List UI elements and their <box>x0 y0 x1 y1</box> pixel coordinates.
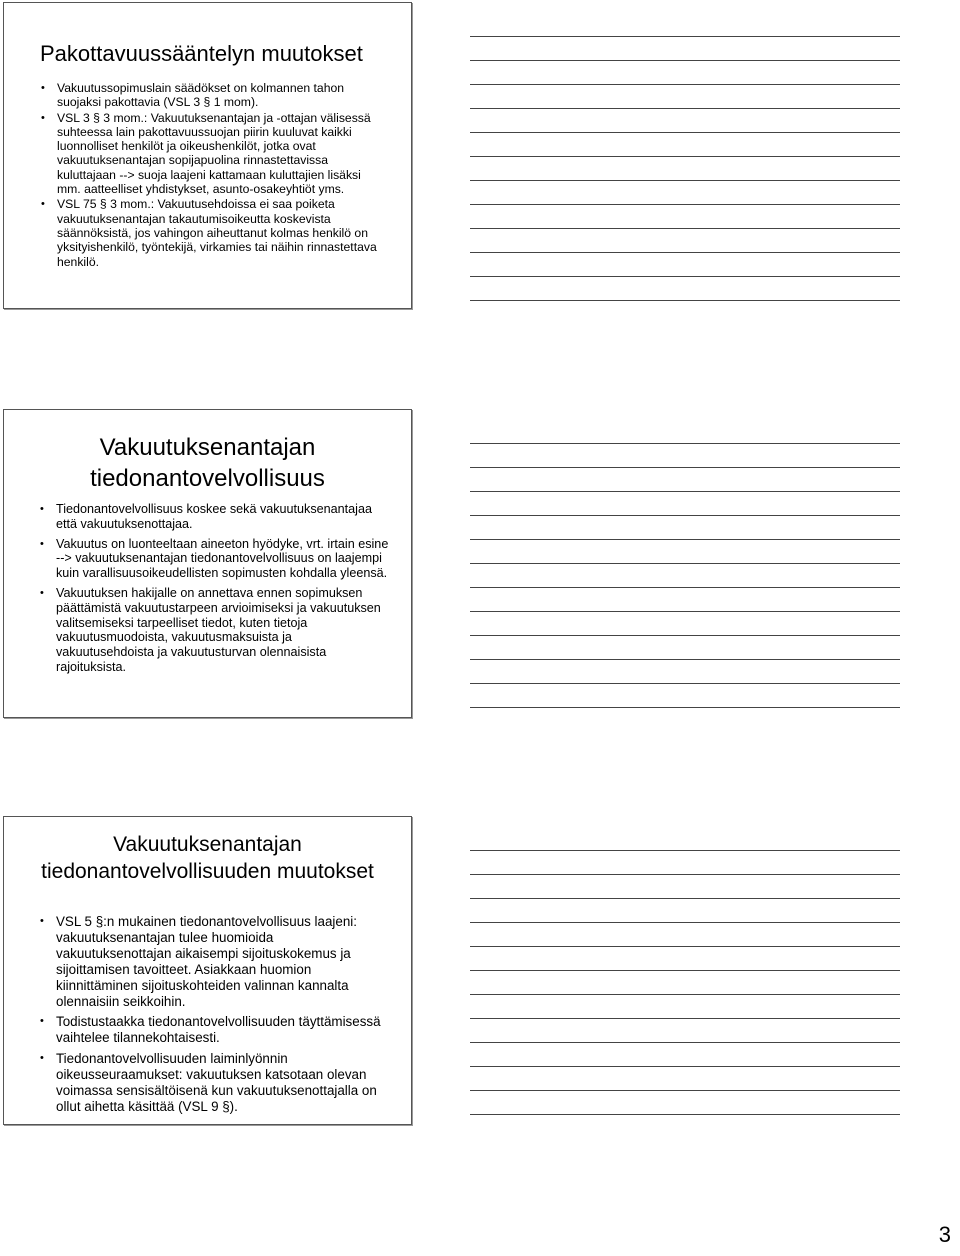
note-line <box>470 276 900 277</box>
list-item: • Tiedonantovelvollisuuden laiminlyönnin oikeusseuraamukset: vakuutuksen katsotaan olevan voimassa sensisältöisenä kun vakuutuksenottajalla on ollut aihetta käsittää (VSL 9 §). <box>40 1051 390 1115</box>
note-line <box>470 922 900 923</box>
slide-title: Vakuutuksenantajan tiedonantovelvollisuus <box>90 434 325 492</box>
note-line <box>470 1042 900 1043</box>
slide-title: Vakuutuksenantajan tiedonantovelvollisuuden muutokset <box>41 833 374 883</box>
note-line <box>470 946 900 947</box>
list-item: • Tiedonantovelvollisuus koskee sekä vakuutuksenantajaa että vakuutuksenottajaa. <box>40 502 390 532</box>
note-line <box>470 659 900 660</box>
list-item: • Todistustaakka tiedonantovelvollisuuden täyttämisessä vaihtelee tilannekohtaisesti. <box>40 1014 390 1046</box>
note-line <box>470 587 900 588</box>
note-line <box>470 611 900 612</box>
list-item: • Vakuutussopimuslain säädökset on kolmannen tahon suojaksi pakottavia (VSL 3 § 1 mom). <box>41 81 381 110</box>
page-number: 3 <box>938 1222 951 1247</box>
slide-title: Pakottavuussääntelyn muutokset <box>40 41 363 66</box>
note-line <box>470 443 900 444</box>
note-line <box>470 1066 900 1067</box>
note-line <box>470 252 900 253</box>
note-line <box>470 515 900 516</box>
bullet-list <box>40 914 390 1120</box>
note-line <box>470 180 900 181</box>
note-line <box>470 60 900 61</box>
list-item: • Vakuutus on luonteeltaan aineeton hyödyke, vrt. irtain esine --> vakuutuksenantajan tiedonantovelvollisuus on laajempi kuin varallisuusoikeudellisten sopimusten kohdalla yleensä. <box>40 537 390 581</box>
note-line <box>470 874 900 875</box>
list-item: • Vakuutuksen hakijalle on annettava ennen sopimuksen päättämistä vakuutustarpeen arvioimiseksi ja vakuutuksen valitsemiseksi tarpeelliset tiedot, kuten tietoja vakuutusmuodoista, vakuutusmaksuista ja vakuutusehdoista ja vakuutusturvan olennaisista rajoituksista. <box>40 586 390 675</box>
note-line <box>470 491 900 492</box>
note-line <box>470 204 900 205</box>
list-item: • VSL 75 § 3 mom.: Vakuutusehdoissa ei saa poiketa vakuutuksenantajan takautumisoikeutta koskevista säännöksistä, jos vahingon aiheuttanut kolmas henkilö on yksityishenkilö, työntekijä, virkamies tai näihin rinnastettava henkilö. <box>41 197 381 268</box>
list-item: • VSL 3 § 3 mom.: Vakuutuksenantajan ja -ottajan välisessä suhteessa lain pakottavuussuojan piirin kuuluvat kaikki luonnolliset henkilöt ja oikeushenkilöt, jotka ovat vakuutuksenantajan sopijapuolina rinnastettavissa kuluttajaan --> suoja laajeni kattamaan kuluttajien lisäksi mm. aatteelliset yhdistykset, asunto-osakeyhtiöt yms. <box>41 111 381 197</box>
note-line <box>470 563 900 564</box>
list-item: • VSL 5 §:n mukainen tiedonantovelvollisuus laajeni: vakuutuksenantajan tulee huomioida vakuutuksenottajan aikaisempi sijoituskokemus ja sijoittamisen tavoitteet. Asiakkaan huomion kiinnittäminen sijoituskohteiden valinnan kannalta olennaisiin seikkoihin. <box>40 914 390 1009</box>
note-line <box>470 898 900 899</box>
note-line <box>470 707 900 708</box>
note-line <box>470 1114 900 1115</box>
note-line <box>470 300 900 301</box>
slide-1 <box>3 2 412 309</box>
note-line <box>470 228 900 229</box>
note-line <box>470 1090 900 1091</box>
note-line <box>470 84 900 85</box>
note-line <box>470 635 900 636</box>
note-line <box>470 539 900 540</box>
note-line <box>470 850 900 851</box>
note-line <box>470 108 900 109</box>
bullet-list <box>40 502 390 680</box>
note-line <box>470 132 900 133</box>
slide-2 <box>3 409 412 718</box>
note-line <box>470 1018 900 1019</box>
note-line <box>470 156 900 157</box>
note-line <box>470 36 900 37</box>
note-line <box>470 994 900 995</box>
note-line <box>470 970 900 971</box>
bullet-list <box>41 81 381 270</box>
slide-3 <box>3 816 412 1125</box>
note-line <box>470 467 900 468</box>
note-line <box>470 683 900 684</box>
